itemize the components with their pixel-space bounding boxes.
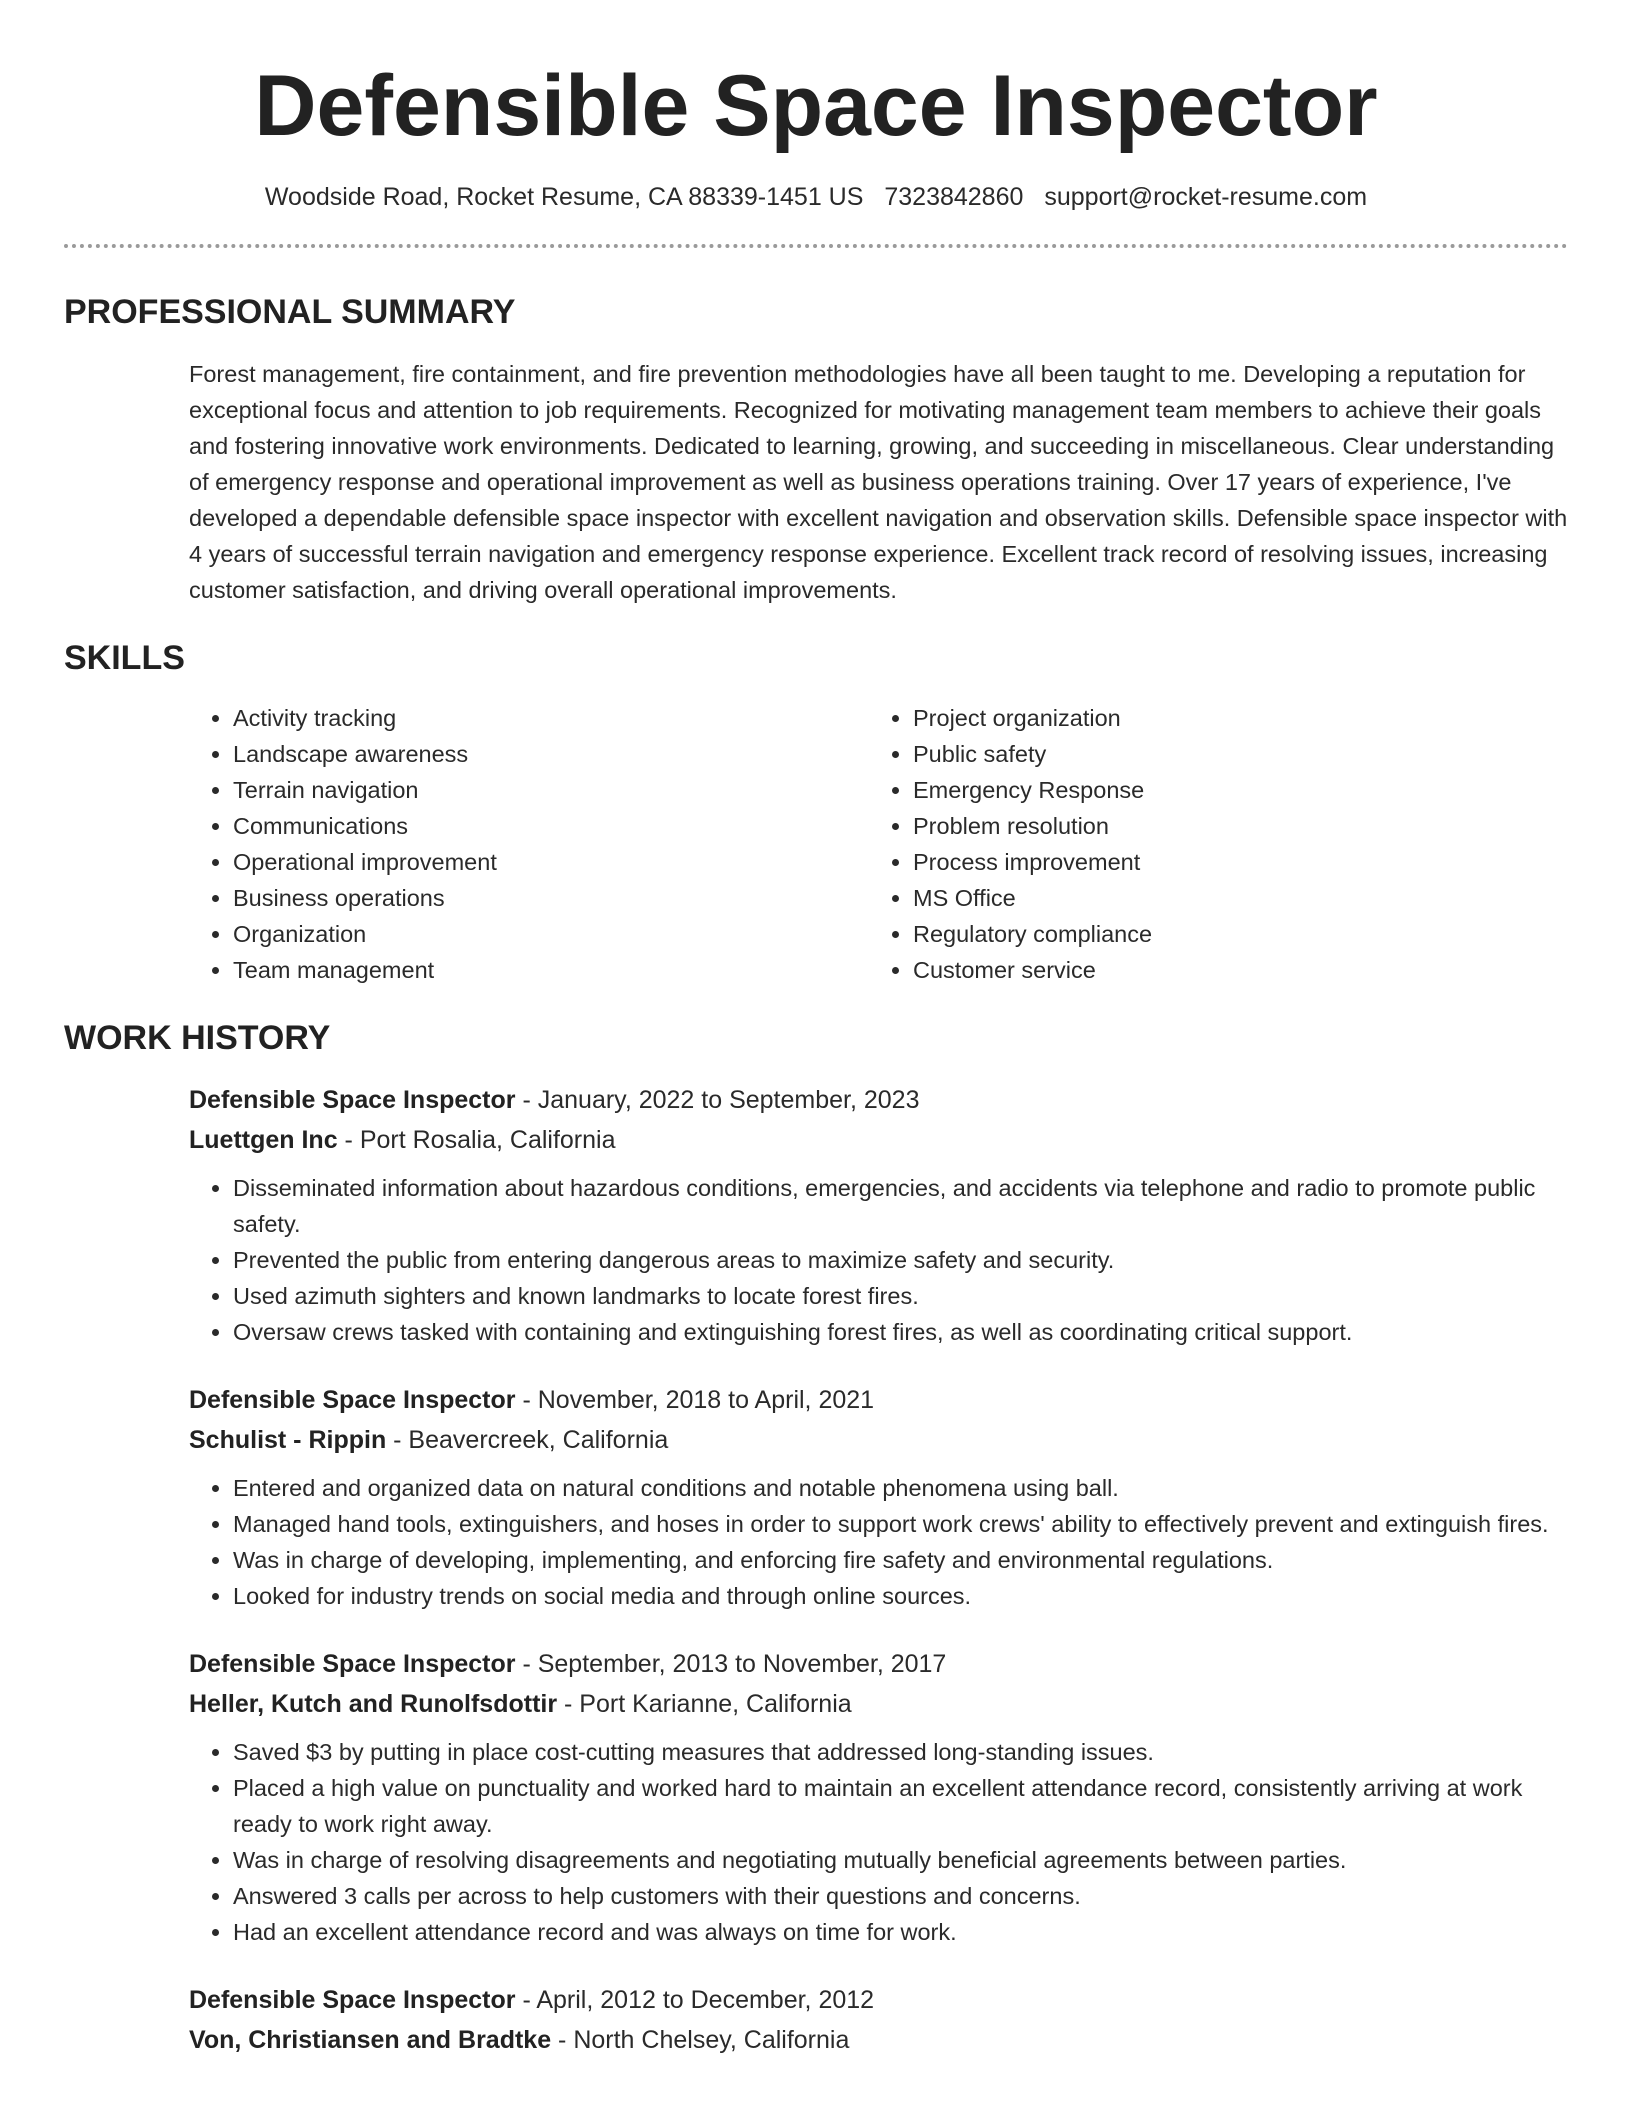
job-bullet: • Entered and organized data on natural conditions and notable phenomena using ball.: [233, 1470, 1568, 1506]
job-bullets: [189, 1170, 1568, 1350]
job-location: - Port Karianne, California: [557, 1690, 852, 1718]
skill-item: • Team management: [233, 952, 869, 988]
skill-item: • Regulatory compliance: [913, 916, 1513, 952]
skills-column-left: [189, 700, 869, 988]
summary-heading: PROFESSIONAL SUMMARY: [64, 293, 516, 331]
resume-page: [64, 0, 1568, 2060]
job-dates: - September, 2013 to November, 2017: [515, 1650, 947, 1678]
job-entry: [189, 1380, 1568, 1614]
summary-text: Forest management, fire containment, and fire prevention methodologies have all been taught to me. Developing a reputation for exceptional focus and attention to job requirements. Recognized for motivating management team members to achieve their goals and fostering innovative work environments. Dedicated to learning, growing, and succeeding in miscellaneous. Clear understanding of emergency response and operational improvement as well as business operations training. Over 17 years of experience, I've developed a dependable defensible space inspector with excellent navigation and observation skills. Defensible space inspector with 4 years of successful terrain navigation and emergency response experience. Excellent track record of resolving issues, increasing customer satisfaction, and driving overall operational improvements.: [189, 361, 1568, 603]
skill-item: • MS Office: [913, 880, 1513, 916]
skill-item: • Project organization: [913, 700, 1513, 736]
job-company: Schulist - Rippin: [189, 1426, 387, 1454]
job-title: Defensible Space Inspector: [189, 1386, 516, 1414]
job-title: Defensible Space Inspector: [189, 1650, 516, 1678]
job-bullet: • Was in charge of resolving disagreements and negotiating mutually beneficial agreements between parties.: [233, 1842, 1568, 1878]
contact-line: [64, 180, 1568, 214]
job-bullet: • Disseminated information about hazardous conditions, emergencies, and accidents via telephone and radio to promote public safety.: [233, 1170, 1568, 1242]
job-title-line: [189, 1080, 1568, 1120]
skills-list: [189, 700, 1568, 988]
job-bullet: • Had an excellent attendance record and was always on time for work.: [233, 1914, 1568, 1950]
contact-phone[interactable]: 7323842860: [884, 183, 1024, 211]
skill-item: • Communications: [233, 808, 869, 844]
job-bullet: • Prevented the public from entering dangerous areas to maximize safety and security.: [233, 1242, 1568, 1278]
job-entry: [189, 1644, 1568, 1950]
job-company-line: [189, 2020, 1568, 2060]
job-company: Luettgen Inc: [189, 1126, 338, 1154]
job-title-line: [189, 1644, 1568, 1684]
resume-title: Defensible Space Inspector: [254, 58, 1378, 154]
job-title: Defensible Space Inspector: [189, 1986, 516, 2014]
job-bullet: • Oversaw crews tasked with containing and extinguishing forest fires, as well as coordinating critical support.: [233, 1314, 1568, 1350]
contact-address: Woodside Road, Rocket Resume, CA 88339-1451 US: [264, 183, 864, 211]
job-bullet: • Placed a high value on punctuality and worked hard to maintain an excellent attendance record, consistently arriving at work ready to work right away.: [233, 1770, 1568, 1842]
work-history-heading: WORK HISTORY: [64, 1019, 331, 1057]
job-dates: - November, 2018 to April, 2021: [515, 1386, 875, 1414]
job-bullet: • Looked for industry trends on social media and through online sources.: [233, 1578, 1568, 1614]
skill-item: • Activity tracking: [233, 700, 869, 736]
skill-item: • Customer service: [913, 952, 1513, 988]
skills-column-right: [869, 700, 1513, 988]
job-title: Defensible Space Inspector: [189, 1086, 516, 1114]
skill-item: • Business operations: [233, 880, 869, 916]
skill-item: • Landscape awareness: [233, 736, 869, 772]
skill-item: • Operational improvement: [233, 844, 869, 880]
job-entry: [189, 1980, 1568, 2060]
job-bullet: • Was in charge of developing, implementing, and enforcing fire safety and environmental regulations.: [233, 1542, 1568, 1578]
job-bullet: • Used azimuth sighters and known landmarks to locate forest fires.: [233, 1278, 1568, 1314]
job-company-line: [189, 1120, 1568, 1160]
job-bullets: [189, 1470, 1568, 1614]
job-location: - Beavercreek, California: [386, 1426, 669, 1454]
job-location: - Port Rosalia, California: [337, 1126, 616, 1154]
job-title-line: [189, 1380, 1568, 1420]
job-bullet: • Managed hand tools, extinguishers, and hoses in order to support work crews' ability to effectively prevent and extinguish fires.: [233, 1506, 1568, 1542]
job-title-line: [189, 1980, 1568, 2020]
job-bullet: • Saved $3 by putting in place cost-cutting measures that addressed long-standing issues.: [233, 1734, 1568, 1770]
skill-item: • Public safety: [913, 736, 1513, 772]
skill-item: • Organization: [233, 916, 869, 952]
job-company: Heller, Kutch and Runolfsdottir: [189, 1690, 558, 1718]
skill-item: • Problem resolution: [913, 808, 1513, 844]
job-entry: [189, 1080, 1568, 1350]
job-bullets: [189, 1734, 1568, 1950]
job-company-line: [189, 1684, 1568, 1724]
header-divider: [64, 244, 1568, 248]
skill-item: • Emergency Response: [913, 772, 1513, 808]
job-dates: - January, 2022 to September, 2023: [515, 1086, 920, 1114]
skill-item: • Process improvement: [913, 844, 1513, 880]
job-bullet: • Answered 3 calls per across to help customers with their questions and concerns.: [233, 1878, 1568, 1914]
skills-heading: SKILLS: [64, 639, 185, 677]
skill-item: • Terrain navigation: [233, 772, 869, 808]
job-location: - North Chelsey, California: [551, 2026, 850, 2054]
contact-email[interactable]: support@rocket-resume.com: [1044, 183, 1368, 211]
job-company-line: [189, 1420, 1568, 1460]
job-dates: - April, 2012 to December, 2012: [515, 1986, 875, 2014]
job-company: Von, Christiansen and Bradtke: [189, 2026, 552, 2054]
